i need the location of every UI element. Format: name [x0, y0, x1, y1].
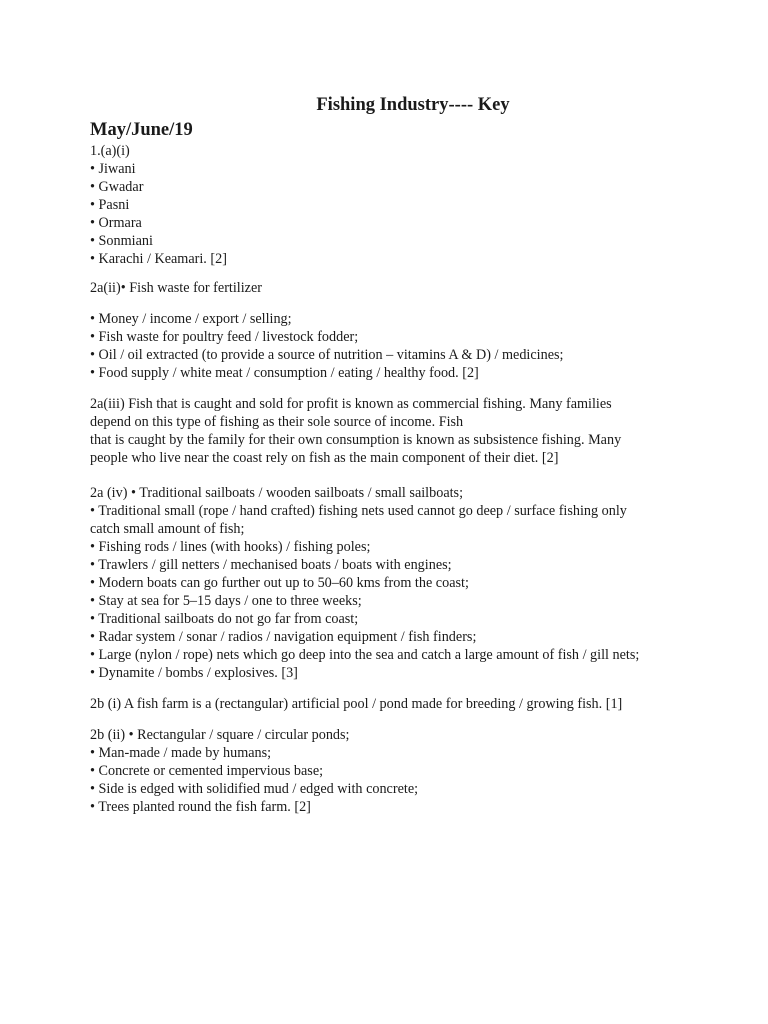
question-2b-i-answer	[90, 695, 730, 713]
document-title: Fishing Industry---- Key	[316, 95, 510, 115]
list-item: • Large (nylon / rope) nets which go deep into the sea and catch a large amount of fish / gill nets;	[90, 647, 640, 663]
list-item: • Fishing rods / lines (with hooks) / fishing poles;	[90, 539, 371, 555]
list-item: • Karachi / Keamari. [2]	[90, 251, 227, 267]
paragraph-line: depend on this type of fishing as their sole source of income. Fish	[90, 414, 464, 430]
question-label: 1.(a)(i)	[90, 143, 130, 159]
question-label: 2a(ii)• Fish waste for fertilizer	[90, 280, 263, 296]
list-item: • Pasni	[90, 197, 130, 213]
list-item: • Traditional sailboats do not go far from coast;	[90, 611, 359, 627]
list-item: • Radar system / sonar / radios / navigation equipment / fish finders;	[90, 629, 477, 645]
list-item: • Food supply / white meat / consumption / eating / healthy food. [2]	[90, 365, 479, 381]
list-item: • Gwadar	[90, 179, 144, 195]
list-item: • Sonmiani	[90, 233, 153, 249]
question-2a-ii-answer	[90, 310, 730, 382]
question-1a-i-answer	[90, 142, 730, 268]
session-heading: May/June/19	[90, 120, 193, 140]
paragraph-line: 2b (i) A fish farm is a (rectangular) artificial pool / pond made for breeding / growing fish. [1]	[90, 696, 623, 712]
list-item: • Dynamite / bombs / explosives. [3]	[90, 665, 298, 681]
list-item: • Stay at sea for 5–15 days / one to three weeks;	[90, 593, 362, 609]
list-item: • Concrete or cemented impervious base;	[90, 763, 324, 779]
list-item: • Side is edged with solidified mud / edged with concrete;	[90, 781, 419, 797]
list-item: • Trees planted round the fish farm. [2]	[90, 799, 311, 815]
list-item: • Modern boats can go further out up to 50–60 kms from the coast;	[90, 575, 469, 591]
paragraph-line: people who live near the coast rely on fish as the main component of their diet. [2]	[90, 450, 559, 466]
list-item: • Man-made / made by humans;	[90, 745, 272, 761]
question-2b-ii-answer	[90, 726, 730, 816]
list-item: • Ormara	[90, 215, 142, 231]
list-item: 2b (ii) • Rectangular / square / circular ponds;	[90, 727, 350, 743]
list-item: • Traditional small (rope / hand crafted) fishing nets used cannot go deep / surface fishing only	[90, 503, 627, 519]
question-2a-iv-answer	[90, 484, 730, 682]
list-item: • Money / income / export / selling;	[90, 311, 292, 327]
list-item: catch small amount of fish;	[90, 521, 245, 537]
list-item: • Jiwani	[90, 161, 136, 177]
paragraph-line: 2a(iii) Fish that is caught and sold for profit is known as commercial fishing. Many families	[90, 396, 612, 412]
list-item: • Fish waste for poultry feed / livestock fodder;	[90, 329, 359, 345]
question-2a-iii-answer	[90, 395, 730, 467]
list-item: • Oil / oil extracted (to provide a source of nutrition – vitamins A & D) / medicines;	[90, 347, 564, 363]
document-page	[90, 94, 730, 816]
list-item: 2a (iv) • Traditional sailboats / wooden sailboats / small sailboats;	[90, 485, 464, 501]
question-2a-ii-heading	[90, 279, 730, 297]
list-item: • Trawlers / gill netters / mechanised boats / boats with engines;	[90, 557, 452, 573]
paragraph-line: that is caught by the family for their own consumption is known as subsistence fishing. Many	[90, 432, 622, 448]
